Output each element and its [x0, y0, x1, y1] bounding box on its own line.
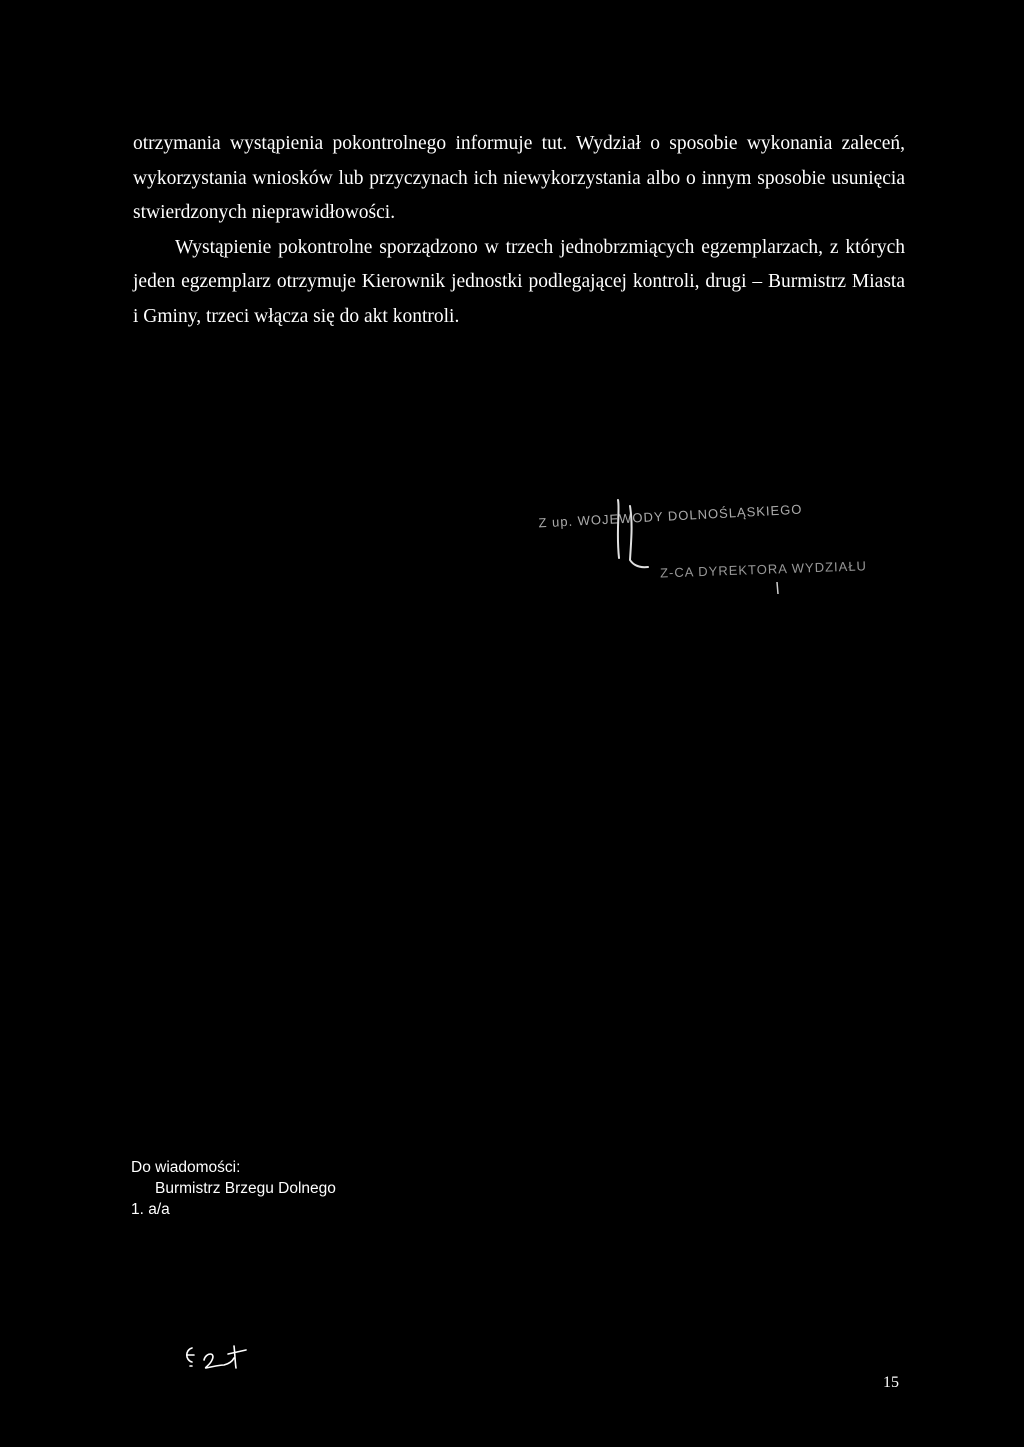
page-number: 15 — [883, 1374, 899, 1391]
official-stamp — [530, 470, 868, 610]
initials-graphic — [180, 1338, 270, 1378]
paragraph-recommendations: otrzymania wystąpienia pokontrolnego informuje tut. Wydział o sposobie wykonania zaleceń, wykorzystania wniosków lub przyczynach ich niewykorzystania albo o innym sposobie usunięcia stwierdzonych nieprawidłowości. — [133, 133, 905, 223]
distribution-heading: Do wiadomości: — [131, 1159, 241, 1176]
distribution-item: 1. a/a — [131, 1201, 170, 1218]
distribution-recipient: Burmistrz Brzegu Dolnego — [155, 1180, 336, 1197]
stamp-line-1: Z up. WOJEWODY DOLNOŚLĄSKIEGO — [538, 501, 803, 531]
stamp-mark — [777, 582, 778, 594]
distribution-list — [131, 1157, 336, 1220]
body-text — [133, 127, 905, 334]
handwritten-initials — [180, 1338, 270, 1378]
stamp-line-2: Z-CA DYREKTORA WYDZIAŁU — [659, 558, 868, 581]
stamp-graphic — [530, 470, 868, 610]
paragraph-copies: Wystąpienie pokontrolne sporządzono w trzech jednobrzmiących egzemplarzach, z których jeden egzemplarz otrzymuje Kierownik jednostki podlegającej kontroli, drugi – Burmistrz Miasta i Gminy, trzeci włącza się do akt kontroli. — [133, 236, 905, 327]
